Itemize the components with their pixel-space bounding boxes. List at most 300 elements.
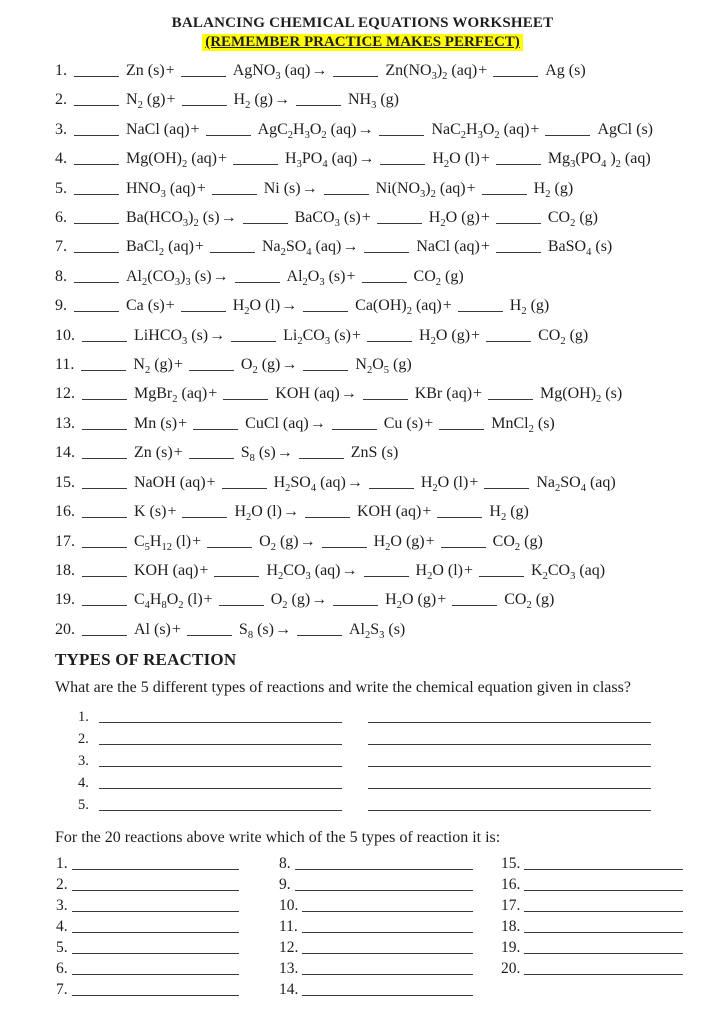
- coefficient-blank: [364, 563, 409, 577]
- classify-row-number: 14.: [279, 981, 299, 999]
- reaction-arrow: →: [309, 414, 326, 432]
- reaction-arrow: →: [273, 91, 290, 109]
- equation-number: 6.: [55, 209, 67, 227]
- chemical-formula: $O_2$ (g): [240, 356, 281, 377]
- chemical-formula: $H_2O$ (g): [373, 532, 425, 553]
- classify-instruction: For the 20 reactions above write which of the 5 types of reaction it is:: [55, 829, 501, 847]
- classify-row-number: 15.: [501, 855, 521, 873]
- classify-answer-blank: [72, 932, 239, 933]
- plus-operator: +: [425, 532, 435, 550]
- equation-blank: [368, 810, 651, 811]
- classify-row: [279, 978, 473, 999]
- classify-row-number: 16.: [501, 876, 521, 894]
- classify-row-number: 9.: [279, 876, 291, 894]
- coefficient-blank: [187, 622, 232, 636]
- plus-operator: +: [218, 150, 228, 168]
- chemical-formula: AgCl (s): [597, 120, 653, 138]
- chemical-formula: K (s): [134, 503, 167, 521]
- coefficient-blank: [193, 416, 238, 430]
- classify-row: [56, 936, 239, 957]
- classify-row-number: 17.: [501, 897, 521, 915]
- classify-column: [279, 852, 473, 999]
- chemical-formula: $H_2O$ (l): [415, 561, 463, 583]
- equation-number: 15.: [55, 473, 75, 491]
- equation-row: [55, 585, 725, 614]
- reaction-arrow: →: [357, 120, 374, 138]
- types-answer-rows: [78, 704, 725, 814]
- equation-row: [55, 379, 725, 408]
- coefficient-blank: [458, 298, 503, 312]
- equation-number: 16.: [55, 503, 75, 521]
- classify-row-number: 1.: [56, 855, 68, 873]
- equation-number: 20.: [55, 620, 75, 638]
- coefficient-blank: [441, 534, 486, 548]
- equation-row: [55, 321, 725, 350]
- chemical-formula: ZnS (s): [350, 444, 399, 462]
- reaction-arrow: →: [281, 297, 298, 315]
- types-row-number: 3.: [78, 753, 89, 770]
- classify-row: [56, 852, 239, 873]
- classify-answer-blank: [524, 932, 683, 933]
- coefficient-blank: [82, 504, 127, 518]
- plus-operator: +: [171, 620, 181, 638]
- equation-number: 9.: [55, 297, 67, 315]
- classify-row: [56, 894, 239, 915]
- classify-row: [501, 852, 683, 873]
- classify-answer-blank: [295, 869, 473, 870]
- coefficient-blank: [82, 622, 127, 636]
- chemical-formula: Ca (s): [126, 297, 165, 315]
- worksheet-subtitle: (REMEMBER PRACTICE MAKES PERFECT): [202, 34, 523, 51]
- plus-operator: +: [173, 356, 183, 374]
- equation-blank: [368, 788, 651, 789]
- equation-blank: [368, 766, 651, 767]
- chemical-formula: NaCl (aq): [416, 238, 480, 256]
- chemical-formula: Ag (s): [545, 62, 586, 79]
- coefficient-blank: [82, 416, 127, 430]
- classify-row: [501, 957, 683, 978]
- classify-answer-blank: [295, 890, 473, 891]
- reaction-arrow: →: [311, 62, 328, 79]
- coefficient-blank: [305, 504, 350, 518]
- chemical-formula: NaOH (aq): [134, 473, 206, 491]
- types-row-number: 5.: [78, 797, 89, 814]
- reaction-type-blank: [99, 722, 342, 723]
- coefficient-blank: [82, 592, 127, 606]
- coefficient-blank: [82, 475, 127, 489]
- equation-row: [55, 497, 725, 526]
- plus-operator: +: [173, 444, 183, 462]
- coefficient-blank: [243, 210, 288, 224]
- plus-operator: +: [190, 120, 200, 138]
- plus-operator: +: [346, 267, 356, 285]
- chemical-formula: $Al_2(CO_3)_3$ (s): [126, 267, 212, 289]
- coefficient-blank: [74, 210, 119, 224]
- equation-row: [55, 144, 725, 173]
- types-answer-row: [78, 704, 725, 726]
- coefficient-blank: [364, 239, 409, 253]
- coefficient-blank: [74, 298, 119, 312]
- plus-operator: +: [437, 591, 447, 609]
- chemical-formula: Al (s): [134, 620, 171, 638]
- classify-row-number: 10.: [279, 897, 299, 915]
- coefficient-blank: [74, 269, 119, 283]
- equation-number: 14.: [55, 444, 75, 462]
- coefficient-blank: [235, 269, 280, 283]
- types-answer-row: [78, 726, 725, 748]
- coefficient-blank: [74, 151, 119, 165]
- chemical-formula: $H_2O$ (l): [420, 473, 469, 494]
- classify-answer-blank: [302, 911, 473, 912]
- plus-operator: +: [422, 503, 432, 521]
- classify-row: [279, 915, 473, 936]
- coefficient-blank: [367, 328, 412, 342]
- plus-operator: +: [196, 179, 206, 197]
- coefficient-blank: [74, 63, 119, 77]
- chemical-formula: $Ca(OH)_2$ (aq): [355, 297, 442, 318]
- coefficient-blank: [324, 181, 369, 195]
- reaction-arrow: →: [340, 385, 357, 403]
- classify-row: [501, 873, 683, 894]
- plus-operator: +: [165, 62, 175, 79]
- plus-operator: +: [480, 150, 490, 168]
- coefficient-blank: [81, 357, 126, 371]
- coefficient-blank: [222, 475, 267, 489]
- chemical-formula: $H_2O$ (g): [419, 326, 471, 347]
- coefficient-blank: [362, 269, 407, 283]
- chemical-formula: $CO_2$ (g): [492, 532, 543, 553]
- plus-operator: +: [166, 91, 176, 109]
- plus-operator: +: [178, 414, 188, 432]
- classify-row: [56, 978, 239, 999]
- chemical-formula: $Na_2SO_4$ (aq): [261, 238, 342, 259]
- chemical-formula: $N_2$ (g): [133, 356, 173, 377]
- chemical-formula: $N_2$ (g): [126, 91, 166, 112]
- coefficient-blank: [377, 210, 422, 224]
- chemical-formula: $Mg(OH)_2$ (aq): [126, 150, 218, 171]
- classify-row-number: 6.: [56, 960, 68, 978]
- coefficient-blank: [493, 63, 538, 77]
- chemical-formula: $H_2$ (g): [489, 503, 529, 524]
- coefficient-blank: [189, 357, 234, 371]
- chemical-formula: $H_2CO_3$ (aq): [266, 561, 341, 583]
- types-answer-row: [78, 770, 725, 792]
- chemical-formula: $Na_2SO_4$ (aq): [536, 473, 616, 494]
- classify-row-number: 13.: [279, 960, 299, 978]
- types-row-number: 4.: [78, 775, 89, 792]
- chemical-formula: $H_2O$ (l): [234, 503, 282, 524]
- plus-operator: +: [361, 209, 371, 227]
- reaction-arrow: →: [358, 150, 375, 168]
- plus-operator: +: [463, 561, 474, 579]
- plus-operator: +: [194, 238, 204, 256]
- coefficient-blank: [363, 386, 408, 400]
- classify-answer-blank: [302, 953, 473, 954]
- chemical-formula: $N_2O_5$ (g): [355, 356, 412, 377]
- chemical-formula: $Zn(NO_3)_2$ (aq): [385, 62, 478, 83]
- equation-blank: [368, 744, 651, 745]
- chemical-formula: KOH (aq): [356, 503, 422, 521]
- classify-row: [56, 957, 239, 978]
- chemical-formula: $H_2SO_4$ (aq): [273, 473, 346, 494]
- coefficient-blank: [231, 328, 276, 342]
- chemical-formula: CuCl (aq): [245, 414, 309, 432]
- chemical-formula: $Ba(HCO_3)_2$ (s): [126, 209, 220, 230]
- coefficient-blank: [486, 328, 531, 342]
- chemical-formula: $H_2O$ (g): [385, 591, 437, 612]
- equation-row: [55, 85, 725, 114]
- plus-operator: +: [167, 503, 177, 521]
- equation-number: 1.: [55, 62, 67, 79]
- coefficient-blank: [439, 416, 484, 430]
- coefficient-blank: [482, 181, 527, 195]
- types-answer-row: [78, 792, 725, 814]
- reaction-arrow: →: [276, 444, 293, 462]
- coefficient-blank: [299, 445, 344, 459]
- plus-operator: +: [471, 326, 481, 344]
- types-row-number: 2.: [78, 731, 89, 748]
- coefficient-blank: [496, 151, 541, 165]
- coefficient-blank: [82, 386, 127, 400]
- chemical-formula: LiHCO$_3$ (s): [134, 326, 209, 347]
- coefficient-blank: [74, 239, 119, 253]
- equation-blank: [368, 722, 651, 723]
- reaction-arrow: →: [301, 179, 318, 197]
- equation-row: [55, 56, 725, 85]
- coefficient-blank: [296, 92, 341, 106]
- classify-row: [279, 936, 473, 957]
- chemical-formula: $H_2$ (g): [509, 297, 550, 318]
- coefficient-blank: [182, 92, 227, 106]
- coefficient-blank: [82, 328, 127, 342]
- reaction-arrow: →: [341, 561, 358, 579]
- classify-grid: [56, 852, 725, 999]
- chemical-formula: $CO_2$ (g): [538, 326, 589, 347]
- chemical-formula: $H_2O$ (g): [428, 209, 480, 230]
- chemical-formula: $AgC_2H_3O_2$ (aq): [257, 120, 357, 141]
- equation-number: 8.: [55, 267, 67, 285]
- equation-row: [55, 174, 725, 203]
- reaction-arrow: →: [342, 238, 359, 256]
- chemical-formula: $CO_2$ (g): [504, 591, 555, 612]
- chemical-formula: BaCl$_2$ (aq): [126, 238, 194, 259]
- classify-row-number: 18.: [501, 918, 521, 936]
- plus-operator: +: [351, 326, 362, 344]
- reaction-type-blank: [99, 788, 342, 789]
- chemical-formula: Ni (s): [263, 179, 301, 197]
- classify-row: [56, 873, 239, 894]
- coefficient-blank: [452, 592, 497, 606]
- coefficient-blank: [189, 445, 234, 459]
- coefficient-blank: [322, 534, 367, 548]
- chemical-formula: $O_2$ (g): [270, 591, 311, 612]
- chemical-formula: Cu (s): [383, 414, 424, 432]
- reaction-type-blank: [99, 744, 342, 745]
- coefficient-blank: [181, 63, 226, 77]
- equation-number: 17.: [55, 532, 75, 550]
- chemical-formula: NaCl (aq): [126, 120, 190, 138]
- chemical-formula: $CO_2$ (g): [547, 209, 598, 230]
- chemical-formula: $K_2CO_3$ (aq): [531, 561, 606, 583]
- classify-row-number: 3.: [56, 897, 68, 915]
- coefficient-blank: [233, 151, 278, 165]
- reaction-arrow: →: [281, 356, 298, 374]
- chemical-formula: $H_2$ (g): [233, 91, 273, 112]
- classify-row: [501, 915, 683, 936]
- chemical-formula: $Mg(OH)_2$ (s): [540, 385, 623, 406]
- equation-row: [55, 350, 725, 379]
- plus-operator: +: [192, 532, 202, 550]
- classify-answer-blank: [72, 890, 239, 891]
- equation-row: [55, 203, 725, 232]
- coefficient-blank: [74, 181, 119, 195]
- equation-row: [55, 438, 725, 467]
- classify-row-number: 2.: [56, 876, 68, 894]
- types-question: What are the 5 different types of reactions and write the chemical equation given in class?: [55, 679, 631, 697]
- coefficient-blank: [297, 622, 342, 636]
- chemical-formula: $H_2$ (g): [533, 179, 574, 200]
- classify-answer-blank: [524, 953, 683, 954]
- equation-number: 19.: [55, 591, 75, 609]
- classify-answer-blank: [302, 932, 473, 933]
- chemical-formula: Zn (s): [126, 62, 165, 79]
- equation-row: [55, 468, 725, 497]
- classify-row: [279, 957, 473, 978]
- chemical-formula: $Al_2S_3$ (s): [348, 620, 406, 641]
- chemical-formula: $Mg_3(PO_4$ )$_2$ (aq): [547, 150, 651, 171]
- equation-row: [55, 262, 725, 291]
- reaction-arrow: →: [311, 591, 328, 609]
- coefficient-blank: [82, 563, 127, 577]
- classify-answer-blank: [524, 890, 683, 891]
- worksheet-subtitle-row: [0, 33, 725, 51]
- classify-column: [501, 852, 683, 999]
- chemical-formula: Mn (s): [134, 414, 178, 432]
- equation-number: 3.: [55, 120, 67, 138]
- equation-row: [55, 409, 725, 438]
- plus-operator: +: [480, 238, 490, 256]
- plus-operator: +: [206, 473, 216, 491]
- coefficient-blank: [369, 475, 414, 489]
- classify-row-number: 4.: [56, 918, 68, 936]
- classify-answer-blank: [524, 974, 683, 975]
- equation-row: [55, 527, 725, 556]
- equation-row: [55, 232, 725, 261]
- chemical-formula: $Al_2O_3$ (s): [286, 267, 346, 289]
- coefficient-blank: [303, 357, 348, 371]
- classify-answer-blank: [524, 911, 683, 912]
- chemical-formula: $H_2O$ (l): [432, 150, 480, 171]
- coefficient-blank: [223, 386, 268, 400]
- types-answer-row: [78, 748, 725, 770]
- plus-operator: +: [469, 473, 479, 491]
- coefficient-blank: [496, 210, 541, 224]
- equations-list: [55, 56, 725, 644]
- coefficient-blank: [82, 445, 127, 459]
- chemical-formula: KBr (aq): [414, 385, 473, 403]
- reaction-arrow: →: [209, 326, 226, 344]
- chemical-formula: $CO_2$ (g): [413, 267, 464, 289]
- equation-number: 7.: [55, 238, 67, 256]
- coefficient-blank: [333, 592, 378, 606]
- equation-row: [55, 556, 725, 585]
- classify-answer-blank: [72, 911, 239, 912]
- classify-row-number: 19.: [501, 939, 521, 957]
- classify-row: [56, 915, 239, 936]
- plus-operator: +: [424, 414, 434, 432]
- coefficient-blank: [206, 122, 251, 136]
- classify-row-number: 12.: [279, 939, 299, 957]
- equation-number: 12.: [55, 385, 75, 403]
- equation-number: 11.: [55, 356, 75, 374]
- types-of-reaction-heading: TYPES OF REACTION: [55, 650, 237, 670]
- classify-answer-blank: [72, 953, 239, 954]
- coefficient-blank: [333, 63, 378, 77]
- coefficient-blank: [479, 563, 524, 577]
- chemical-formula: $O_2$ (g): [259, 532, 299, 553]
- coefficient-blank: [437, 504, 482, 518]
- plus-operator: +: [466, 179, 476, 197]
- coefficient-blank: [380, 151, 425, 165]
- chemical-formula: KOH (aq): [134, 561, 199, 579]
- equation-number: 13.: [55, 414, 75, 432]
- classify-row-number: 11.: [279, 918, 298, 936]
- chemical-formula: MnCl$_2$ (s): [491, 414, 555, 436]
- classify-answer-blank: [302, 995, 473, 996]
- chemical-formula: $NH_3$ (g): [347, 91, 399, 112]
- chemical-formula: $Li_2CO_3$ (s): [283, 326, 351, 347]
- coefficient-blank: [219, 592, 264, 606]
- classify-row: [501, 936, 683, 957]
- equation-number: 5.: [55, 179, 67, 197]
- coefficient-blank: [545, 122, 590, 136]
- chemical-formula: $C_4H_8O_2$ (l): [134, 591, 203, 612]
- equation-row: [55, 615, 725, 644]
- plus-operator: +: [203, 591, 213, 609]
- equation-row: [55, 115, 725, 144]
- classify-row-number: 5.: [56, 939, 68, 957]
- reaction-arrow: →: [220, 209, 237, 227]
- coefficient-blank: [181, 298, 226, 312]
- coefficient-blank: [332, 416, 377, 430]
- chemical-formula: MgBr$_2$ (aq): [134, 385, 208, 406]
- coefficient-blank: [484, 475, 529, 489]
- reaction-arrow: →: [346, 473, 363, 491]
- plus-operator: +: [208, 385, 218, 403]
- reaction-arrow: →: [212, 267, 229, 285]
- classify-row-number: 8.: [279, 855, 291, 873]
- reaction-arrow: →: [282, 503, 299, 521]
- chemical-formula: $H_2O$ (l): [232, 297, 281, 318]
- chemical-formula: $S_8$ (s): [238, 620, 274, 641]
- types-row-number: 1.: [78, 709, 89, 726]
- chemical-formula: $Ni(NO_3)_2$ (aq): [375, 179, 466, 200]
- chemical-formula: BaSO$_4$ (s): [547, 238, 613, 259]
- classify-row-number: 20.: [501, 960, 521, 978]
- equation-number: 18.: [55, 561, 75, 579]
- reaction-type-blank: [99, 766, 342, 767]
- chemical-formula: KOH (aq): [275, 385, 340, 403]
- plus-operator: +: [165, 297, 175, 315]
- coefficient-blank: [210, 239, 255, 253]
- classify-answer-blank: [302, 974, 473, 975]
- coefficient-blank: [82, 534, 127, 548]
- coefficient-blank: [379, 122, 424, 136]
- plus-operator: +: [530, 120, 540, 138]
- classify-row: [279, 873, 473, 894]
- coefficient-blank: [182, 504, 227, 518]
- coefficient-blank: [74, 92, 119, 106]
